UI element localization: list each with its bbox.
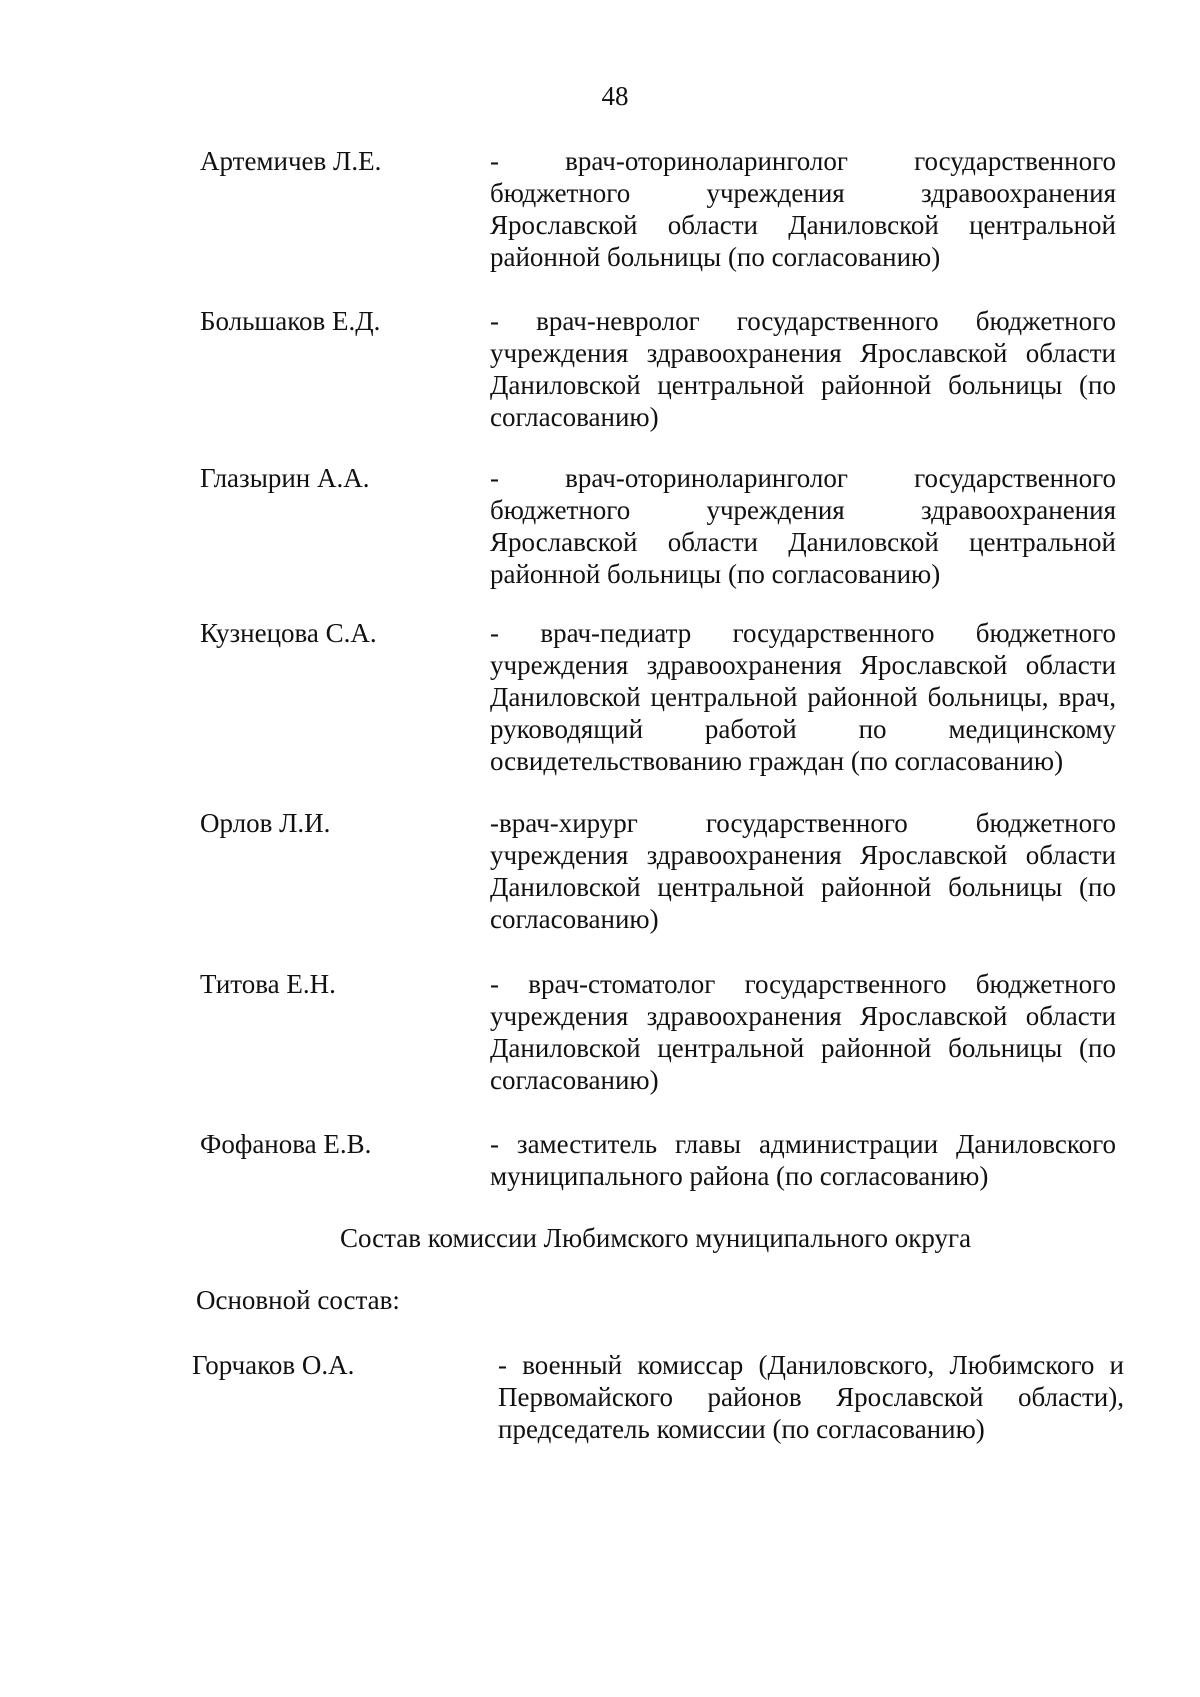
member-description: - врач-оториноларинголог государственного бюджетного учреждения здравоохранения Ярославской области Даниловской центральной районной больницы (по согласованию): [490, 463, 1116, 589]
member-name: Артемичев Л.Е.: [200, 146, 382, 176]
member-name: Глазырин А.А.: [200, 463, 370, 493]
member-description: - военный комиссар (Даниловского, Любимского и Первомайского районов Ярославской области), председатель комиссии (по согласованию): [498, 1350, 1124, 1444]
subsection-title: Основной состав:: [196, 1285, 400, 1315]
member-name: Большаков Е.Д.: [200, 306, 381, 336]
member-description: - врач-невролог государственного бюджетного учреждения здравоохранения Ярославской области Даниловской центральной районной больницы (по согласованию): [490, 306, 1116, 432]
member-description: - врач-стоматолог государственного бюджетного учреждения здравоохранения Ярославской области Даниловской центральной районной больницы (по согласованию): [490, 969, 1116, 1095]
member-name: Кузнецова С.А.: [200, 618, 377, 648]
member-name: Орлов Л.И.: [200, 808, 331, 838]
member-description: - врач-оториноларинголог государственного бюджетного учреждения здравоохранения Ярославской области Даниловской центральной районной больницы (по согласованию): [490, 146, 1116, 272]
member-description: - заместитель главы администрации Даниловского муниципального района (по согласованию): [490, 1129, 1116, 1191]
member-description: - врач-педиатр государственного бюджетного учреждения здравоохранения Ярославской области Даниловской центральной районной больницы, врач, руководящий работой по медицинскому освидетельствованию граждан (по согласованию): [490, 618, 1116, 776]
member-description: -врач-хирург государственного бюджетного учреждения здравоохранения Ярославской области Даниловской центральной районной больницы (по согласованию): [490, 808, 1116, 934]
section-title: Состав комиссии Любимского муниципального округа: [340, 1223, 972, 1253]
member-name: Титова Е.Н.: [200, 969, 336, 999]
member-name: Горчаков О.А.: [192, 1350, 355, 1380]
member-name: Фофанова Е.В.: [200, 1129, 372, 1159]
page-number: 48: [601, 81, 629, 111]
